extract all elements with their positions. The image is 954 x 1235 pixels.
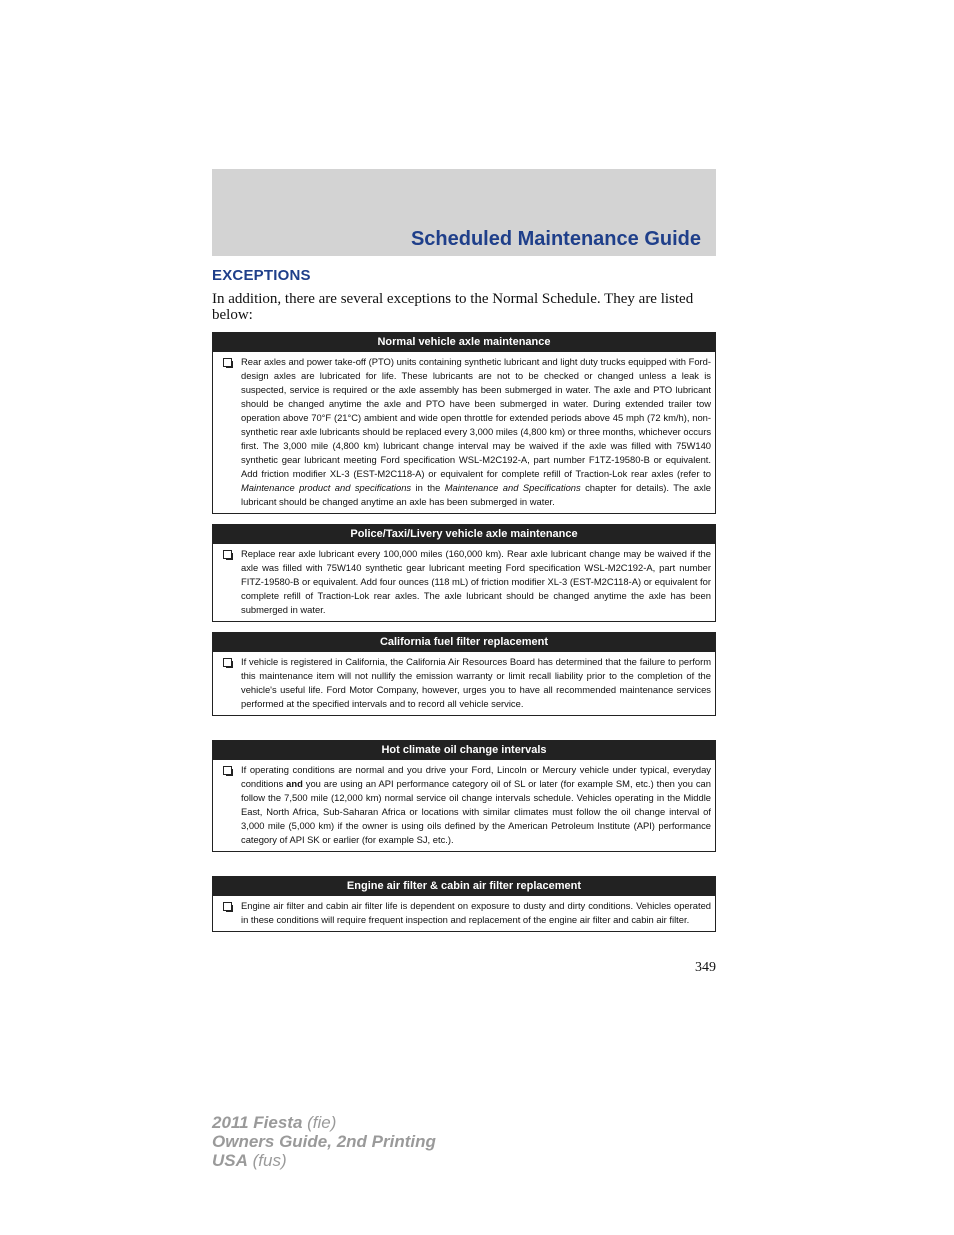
box-title: Engine air filter & cabin air filter replacement — [213, 877, 715, 896]
box-text: you are using an API performance category oil of SL or later (for example SM, etc.) then you can follow the 7,500 mile (12,000 km) normal service oil change intervals schedule. Vehicles operating in the Middle East, North Africa, Sub-Saharan Africa or locations with similar climates must follow the oil change interval of 3,000 mile (5,000 km) if the owner is using oils defined by the American Petroleum Institute (API) performance category of API SK or earlier (for example SJ, etc.). — [241, 778, 711, 845]
exception-box-air-filters — [212, 876, 716, 932]
box-title: Hot climate oil change intervals — [213, 741, 715, 760]
box-title: Police/Taxi/Livery vehicle axle maintenance — [213, 525, 715, 544]
box-body — [213, 652, 715, 715]
chapter-title: Scheduled Maintenance Guide — [410, 228, 701, 250]
box-text-italic: Maintenance product and specifications — [241, 482, 412, 493]
exception-box-california-fuel — [212, 632, 716, 716]
footer-model: 2011 Fiesta — [212, 1113, 303, 1132]
checkbox-icon[interactable] — [223, 658, 232, 667]
box-text: Rear axles and power take-off (PTO) units containing synthetic lubricant and light duty trucks equipped with Ford-design axles are lubricated for life. These lubricants are not to be checked or changed unless a leak is suspected, service is required or the axle assembly has been submerged in water. The axle and PTO lubricant should be changed anytime the axle and PTO have been submerged in water. During extended trailer tow operation above 70°F (21°C) ambient and wide open throttle for extended periods above 45 mph (72 km/h), non-synthetic rear axle lubricants should be replaced every 3,000 miles (4,800 km) or three months, whichever occurs first. The 3,000 mile (4,800 km) lubricant change interval may be waived if the axle was filled with 75W140 synthetic gear lubricant meeting Ford specification WSL-M2C192-A, part number F1TZ-19580-B or equivalent. Add friction modifier XL-3 (EST-M2C118-A) or equivalent for complete refill of Traction-Lok rear axles (refer to — [241, 356, 712, 479]
exception-box-hot-climate-oil — [212, 740, 716, 852]
page-number: 349 — [695, 960, 716, 975]
intro-paragraph: In addition, there are several exceptions to the Normal Schedule. They are listed below: — [212, 291, 694, 323]
box-text-bold: and — [286, 778, 303, 789]
box-text: Engine air filter and cabin air filter life is dependent on exposure to dusty and dirty conditions. Vehicles operated in these conditions will require frequent inspection and replacement of the engine air filter and cabin air filter. — [241, 900, 711, 925]
box-body — [213, 896, 715, 931]
section-heading: EXCEPTIONS — [212, 267, 311, 284]
checkbox-icon[interactable] — [223, 902, 232, 911]
chapter-header-band — [212, 169, 716, 256]
box-title: Normal vehicle axle maintenance — [213, 333, 715, 352]
footer-market: USA — [212, 1151, 248, 1170]
checkbox-icon[interactable] — [223, 358, 232, 367]
footer-market-code: (fus) — [247, 1151, 287, 1170]
footer-model-code: (fie) — [302, 1113, 337, 1132]
box-text: If vehicle is registered in California, the California Air Resources Board has determined that the failure to perform this maintenance item will not nullify the emission warranty or limit recall liability prior to the completion of the vehicle's useful life. Ford Motor Company, however, urges you to have all recommended maintenance services performed at the specified intervals and to record all vehicle service. — [241, 656, 711, 709]
checkbox-icon[interactable] — [223, 550, 232, 559]
box-text-italic: Maintenance and Specifications — [444, 482, 581, 493]
box-title: California fuel filter replacement — [213, 633, 715, 652]
box-body — [213, 352, 715, 513]
box-text: chapter for details). The axle lubricant should be changed anytime an axle has been submerged in water. — [241, 482, 711, 507]
checkbox-icon[interactable] — [223, 766, 232, 775]
box-text: in the — [411, 482, 445, 493]
box-text: Replace rear axle lubricant every 100,000 miles (160,000 km). Rear axle lubricant change may be waived if the axle was filled with 75W140 synthetic gear lubricant meeting Ford specification WSL-M2C192-A, part number FITZ-19580-B or equivalent. Add four ounces (118 mL) of friction modifier XL-3 (EST-M2C118-A) or equivalent for complete refill of Traction-Lok rear axles. The axle lubricant should be changed anytime the axle has been submerged in water. — [241, 548, 711, 615]
exception-box-police-axle — [212, 524, 716, 622]
footer-guide-printing: Owners Guide, 2nd Printing — [212, 1132, 436, 1151]
box-text: If operating conditions are normal and you drive your Ford, Lincoln or Mercury vehicle under typical, everyday conditions — [241, 764, 711, 789]
box-body — [213, 760, 715, 851]
box-body — [213, 544, 715, 621]
exception-box-normal-axle — [212, 332, 716, 514]
footer-edition-info — [212, 1113, 436, 1170]
